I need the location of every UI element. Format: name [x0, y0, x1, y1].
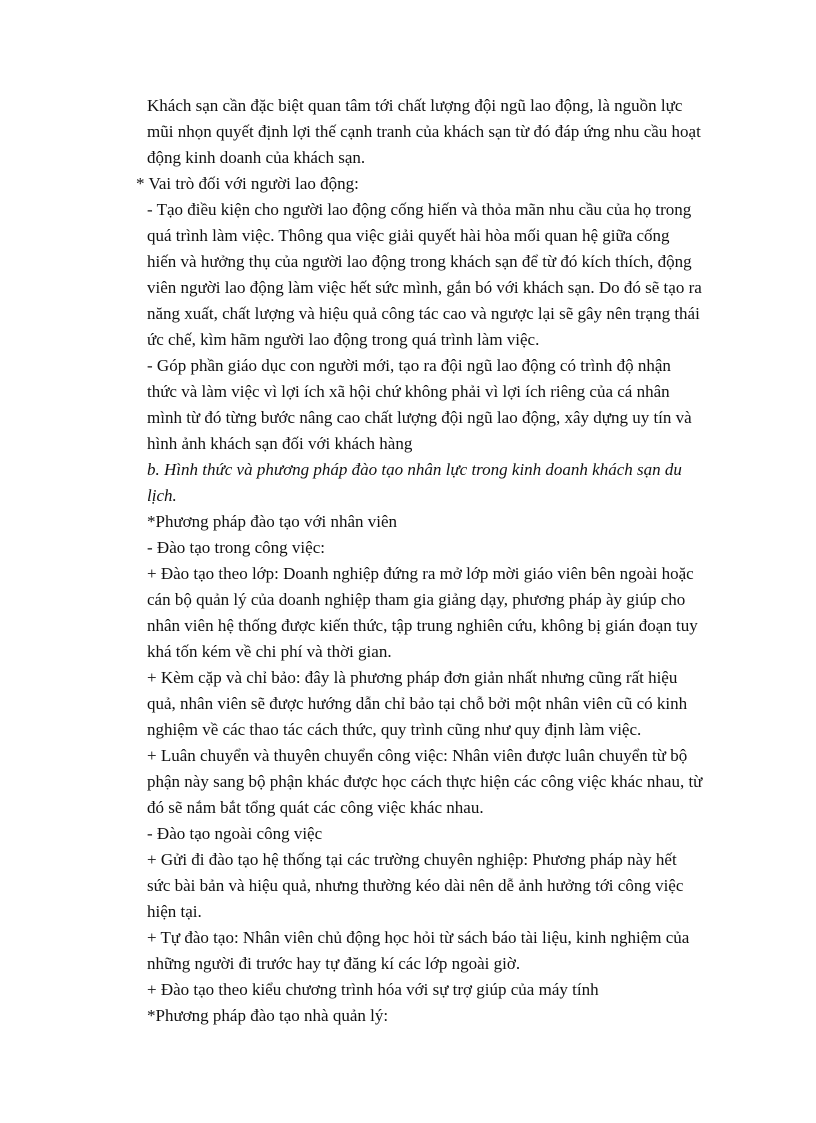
body-text-line: mình từ đó từng bước nâng cao chất lượng đội ngũ lao động, xây dựng uy tín và — [147, 408, 692, 427]
body-text-line: động kinh doanh của khách sạn. — [147, 148, 366, 167]
body-text-line: hiện tại. — [147, 902, 202, 921]
body-text-line: + Đào tạo theo kiểu chương trình hóa với sự trợ giúp của máy tính — [147, 980, 599, 999]
body-text-line: mũi nhọn quyết định lợi thế cạnh tranh của khách sạn từ đó đáp ứng nhu cầu hoạt — [147, 122, 701, 141]
body-text-line: phận này sang bộ phận khác được học cách thực hiện các công việc khác nhau, từ — [147, 772, 703, 791]
section-bullet-line: * Vai trò đối với người lao động: — [136, 174, 359, 193]
body-text-line: sức bài bản và hiệu quả, nhưng thường kéo dài nên dễ ảnh hưởng tới công việc — [147, 876, 684, 895]
body-text-line: + Tự đào tạo: Nhân viên chủ động học hỏi từ sách báo tài liệu, kinh nghiệm của — [147, 928, 690, 947]
body-text-line: - Góp phần giáo dục con người mới, tạo ra đội ngũ lao động có trình độ nhận — [147, 356, 671, 375]
body-text-line: hiến và hưởng thụ của người lao động trong khách sạn để từ đó kích thích, động — [147, 252, 692, 271]
body-text-line: đó sẽ nắm bắt tổng quát các công việc khác nhau. — [147, 798, 484, 817]
body-text-line: - Đào tạo trong công việc: — [147, 538, 325, 557]
body-text-line: quả, nhân viên sẽ được hướng dẫn chỉ bảo tại chỗ bởi một nhân viên cũ có kinh — [147, 694, 688, 713]
body-text-line: *Phương pháp đào tạo với nhân viên — [147, 512, 398, 531]
body-text-line: hình ảnh khách sạn đối với khách hàng — [147, 434, 413, 453]
body-text-line: + Gửi đi đào tạo hệ thống tại các trường chuyên nghiệp: Phương pháp này hết — [147, 850, 677, 869]
body-text-line: cán bộ quản lý của doanh nghiệp tham gia giảng dạy, phương pháp ày giúp cho — [147, 590, 686, 609]
body-text-line: những người đi trước hay tự đăng kí các lớp ngoài giờ. — [147, 954, 521, 973]
body-text-line: + Luân chuyển và thuyên chuyển công việc: Nhân viên được luân chuyển từ bộ — [147, 746, 688, 765]
body-text-line: - Tạo điều kiện cho người lao động cống hiến và thỏa mãn nhu cầu của họ trong — [147, 200, 692, 219]
body-text-line: Khách sạn cần đặc biệt quan tâm tới chất lượng đội ngũ lao động, là nguồn lực — [147, 96, 683, 115]
body-text-line: *Phương pháp đào tạo nhà quản lý: — [147, 1006, 389, 1025]
body-text-line: quá trình làm việc. Thông qua việc giải quyết hài hòa mối quan hệ giữa cống — [147, 226, 670, 245]
body-text-line: nhân viên hệ thống được kiến thức, tập trung nghiên cứu, không bị gián đoạn tuy — [147, 616, 698, 635]
section-heading-b: b. Hình thức và phương pháp đào tạo nhân lực trong kinh doanh khách sạn du — [147, 460, 682, 479]
body-text-line: khá tốn kém về chi phí và thời gian. — [147, 642, 392, 661]
body-text-line: + Kèm cặp và chỉ bảo: đây là phương pháp đơn giản nhất nhưng cũng rất hiệu — [147, 668, 678, 687]
body-text-line: nghiệm về các thao tác cách thức, quy trình cũng như quy định làm việc. — [147, 720, 642, 739]
body-text-line: năng xuất, chất lượng và hiệu quả công tác cao và ngược lại sẽ gây nên trạng thái — [147, 304, 700, 323]
body-text-line: + Đào tạo theo lớp: Doanh nghiệp đứng ra mở lớp mời giáo viên bên ngoài hoặc — [147, 564, 694, 583]
section-heading-b-continued: lịch. — [147, 486, 177, 505]
body-text-line: ức chế, kìm hãm người lao động trong quá trình làm việc. — [147, 330, 540, 349]
body-text-line: thức và làm việc vì lợi ích xã hội chứ không phải vì lợi ích riêng của cá nhân — [147, 382, 670, 401]
list-dash-item: - Đào tạo ngoài công việc — [147, 824, 323, 843]
body-text-line: viên người lao động làm việc hết sức mình, gắn bó với khách sạn. Do đó sẽ tạo ra — [147, 278, 702, 297]
